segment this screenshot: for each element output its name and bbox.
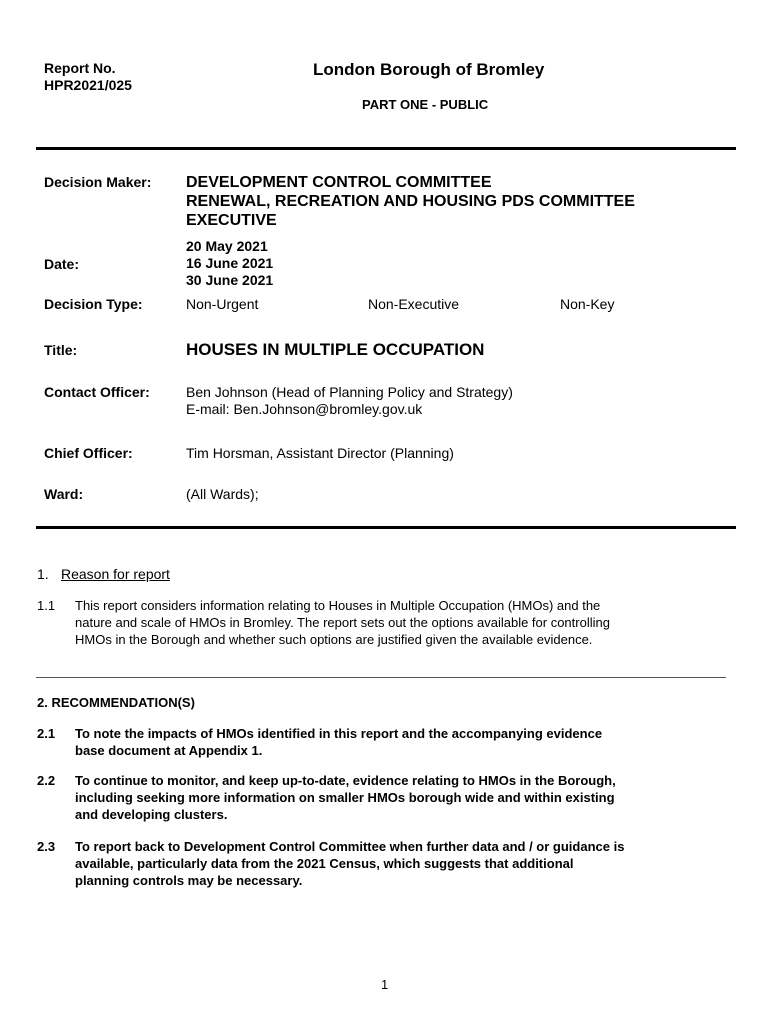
rec-2-3-number: 2.3 [37, 839, 56, 854]
rec-2-2-number: 2.2 [37, 773, 56, 788]
decision-maker-value [186, 173, 635, 230]
rec-2-1-number: 2.1 [37, 726, 56, 741]
report-number-block [44, 60, 132, 94]
para-line: HMOs in the Borough and whether such options are justified given the available evidence. [75, 632, 593, 647]
rec-2-1-text [75, 725, 602, 759]
rec-2-3-text [75, 838, 624, 889]
section1-number: 1. [37, 566, 49, 582]
section2-heading: 2. RECOMMENDATION(S) [37, 695, 195, 710]
contact-officer-label: Contact Officer: [44, 384, 150, 400]
decision-maker-line: DEVELOPMENT CONTROL COMMITTEE [186, 174, 492, 191]
title-label: Title: [44, 342, 78, 358]
section-divider [36, 677, 726, 678]
details-divider [36, 526, 736, 529]
section1-heading: Reason for report [61, 566, 170, 582]
rec-line: To continue to monitor, and keep up-to-date, evidence relating to HMOs in the Borough, [75, 773, 616, 788]
ward-label: Ward: [44, 486, 84, 502]
report-title: HOUSES IN MULTIPLE OCCUPATION [186, 340, 485, 359]
decision-type-label: Decision Type: [44, 296, 143, 312]
ward-value: (All Wards); [186, 486, 259, 502]
rec-line: base document at Appendix 1. [75, 743, 263, 758]
decision-maker-label: Decision Maker: [44, 174, 152, 190]
rec-line: To report back to Development Control Committee when further data and / or guidance is [75, 839, 625, 854]
decision-maker-line: RENEWAL, RECREATION AND HOUSING PDS COMMITTEE [186, 193, 635, 210]
decision-type-executive: Non-Executive [368, 296, 460, 312]
para-1-1-text [75, 597, 610, 648]
decision-maker-line: EXECUTIVE [186, 212, 277, 229]
date-line: 16 June 2021 [186, 255, 274, 271]
decision-type-key: Non-Key [560, 296, 615, 312]
part-label: PART ONE - PUBLIC [362, 97, 489, 112]
chief-officer-label: Chief Officer: [44, 445, 133, 461]
para-line: This report considers information relating to Houses in Multiple Occupation (HMOs) and the [75, 598, 601, 613]
para-line: nature and scale of HMOs in Bromley. The report sets out the options available for controlling [75, 615, 610, 630]
report-number-label: Report No. [44, 60, 116, 76]
para-1-1-number: 1.1 [37, 598, 56, 613]
top-divider [36, 147, 736, 150]
contact-officer-name: Ben Johnson (Head of Planning Policy and Strategy) [186, 384, 513, 400]
date-line: 20 May 2021 [186, 238, 268, 254]
rec-line: available, particularly data from the 2021 Census, which suggests that additional [75, 856, 574, 871]
authority-name: London Borough of Bromley [313, 60, 545, 79]
decision-type-urgency: Non-Urgent [186, 296, 259, 312]
contact-officer-value [186, 384, 513, 418]
rec-line: including seeking more information on smaller HMOs borough wide and within existing [75, 790, 615, 805]
page-number: 1 [381, 977, 389, 992]
contact-officer-email: E-mail: Ben.Johnson@bromley.gov.uk [186, 401, 423, 417]
date-label: Date: [44, 256, 80, 272]
chief-officer-value: Tim Horsman, Assistant Director (Planning) [186, 445, 454, 461]
date-value [186, 238, 273, 289]
rec-line: planning controls may be necessary. [75, 873, 303, 888]
report-number: HPR2021/025 [44, 77, 132, 93]
rec-line: and developing clusters. [75, 807, 228, 822]
rec-line: To note the impacts of HMOs identified in this report and the accompanying evidence [75, 726, 603, 741]
rec-2-2-text [75, 772, 616, 823]
date-line: 30 June 2021 [186, 272, 274, 288]
